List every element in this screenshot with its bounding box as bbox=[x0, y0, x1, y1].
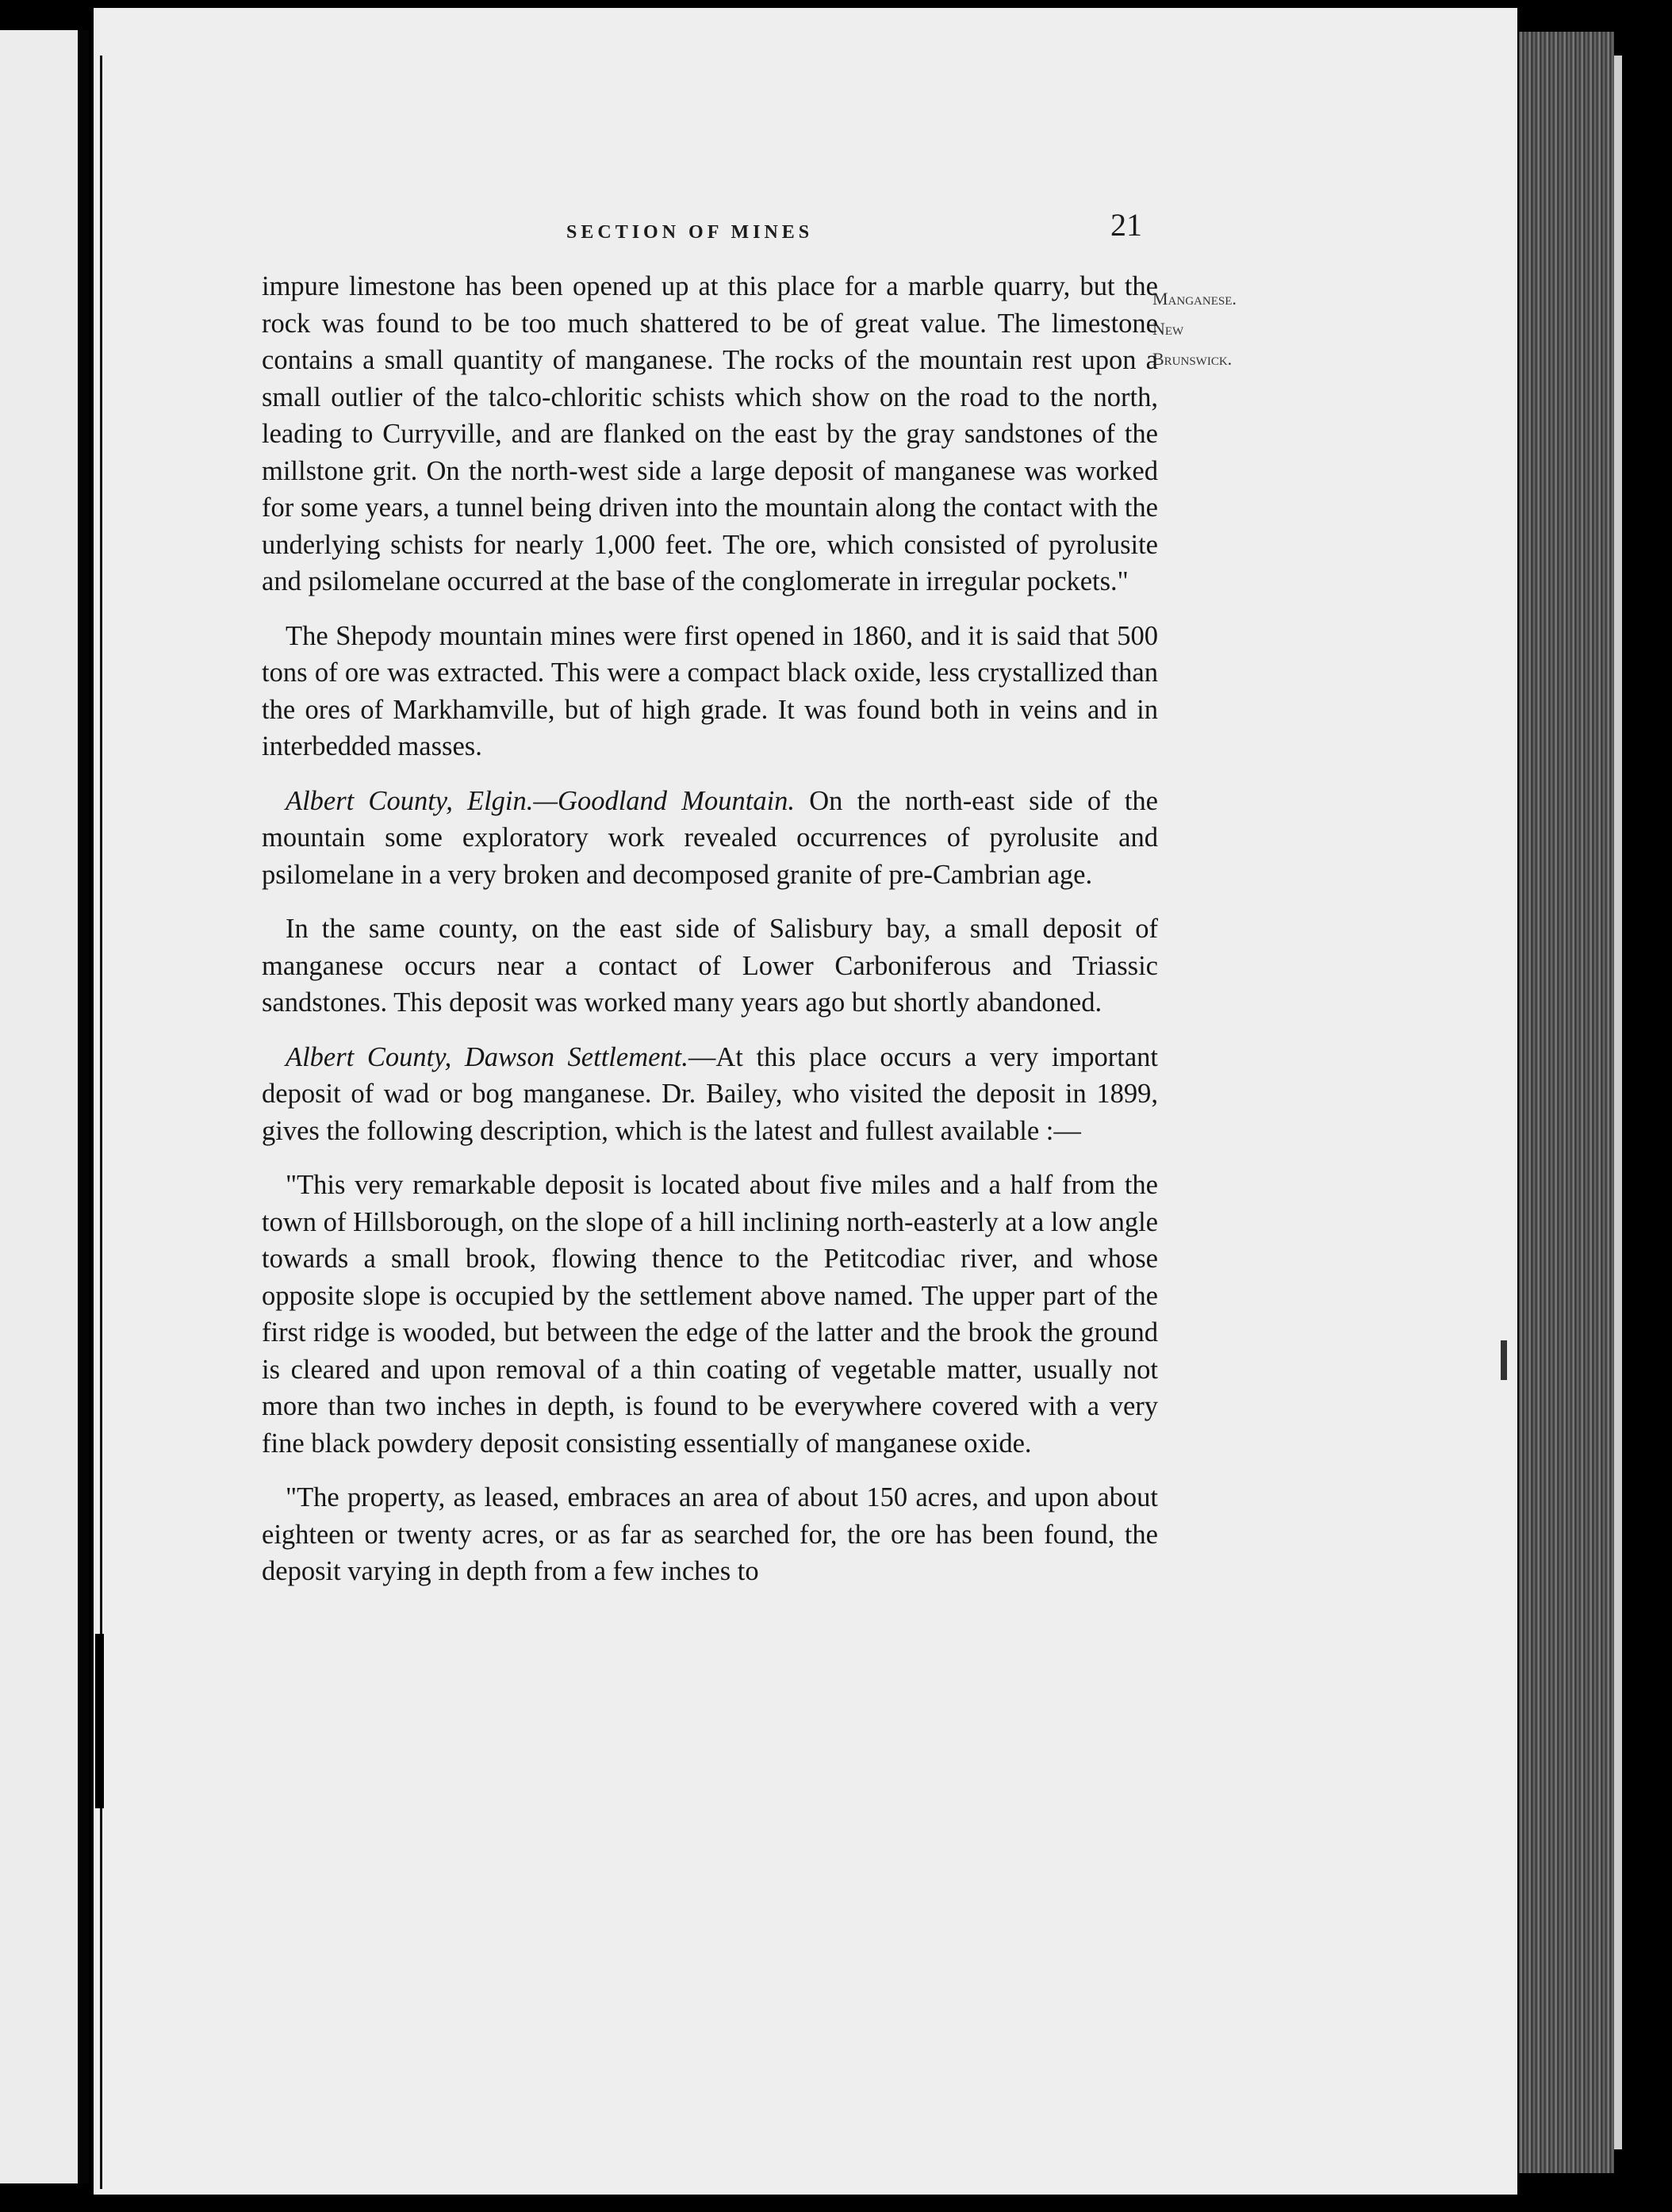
paragraph-lead: Albert County, Dawson Settlement. bbox=[286, 1041, 688, 1072]
page-fore-edge-highlight bbox=[1614, 56, 1622, 2149]
margin-note-line: Brunswick. bbox=[1152, 349, 1233, 369]
facing-page-edge bbox=[0, 30, 78, 2183]
paragraph bbox=[262, 783, 1158, 894]
paragraph-text: impure limestone has been opened up at this place for a marble quarry, but the rock was found to be too much shattered to be of great value. The limestone contains a small quantity of manganese. The rocks of the mountain rest upon a small outlier of the talco-chloritic schists which show on the road to the north, leading to Curryville, and are flanked on the east by the gray sandstones of the millstone grit. On the north-west side a large deposit of manganese was worked for some years, a tunnel being driven into the mountain along the contact with the underlying schists for nearly 1,000 feet. The ore, which consisted of pyrolusite and psilomelane occurred at the base of the conglomerate in irregular pockets." bbox=[262, 271, 1158, 596]
paragraph bbox=[262, 268, 1158, 600]
paragraph bbox=[262, 910, 1158, 1022]
margin-note-line: Manganese. bbox=[1152, 289, 1237, 309]
edge-notch bbox=[1501, 1340, 1507, 1380]
paragraph-text: "The property, as leased, embraces an area of about 150 acres, and upon about eighteen or twenty acres, or as far as searched for, the ore has been found, the deposit varying in depth from a few inches to bbox=[262, 1482, 1158, 1586]
binding-line bbox=[100, 56, 102, 2189]
paragraph-text: The Shepody mountain mines were first opened in 1860, and it is said that 500 tons of ore was extracted. This were a compact black oxide, less crystallized than the ores of Markhamville, but of high grade. It was found both in veins and in interbedded masses. bbox=[262, 620, 1158, 761]
gutter-shadow bbox=[78, 30, 89, 2183]
paragraph bbox=[262, 1167, 1158, 1462]
paragraph-text: In the same county, on the east side of Salisbury bay, a small deposit of manganese occurs near a contact of Lower Carboniferous and Triassic sandstones. This deposit was worked many years ago but shortly abandoned. bbox=[262, 914, 1158, 1018]
paragraph bbox=[262, 618, 1158, 765]
paragraph bbox=[262, 1479, 1158, 1590]
paragraph-lead: Albert County, Elgin.—Goodland Mountain. bbox=[286, 785, 796, 816]
paragraph bbox=[262, 1039, 1158, 1150]
paragraph-text: "This very remarkable deposit is located about five miles and a half from the town of Hillsborough, on the slope of a hill inclining north-easterly at a low angle towards a small brook, flowing thence to the Petitcodiac river, and whose opposite slope is occupied by the settlement above named. The upper part of the first ridge is wooded, but between the edge of the latter and the brook the ground is cleared and upon removal of a thin coating of vegetable matter, usually not more than two inches in depth, is found to be everywhere covered with a very fine black powdery deposit consisting essentially of manganese oxide. bbox=[262, 1170, 1158, 1459]
margin-note bbox=[1152, 284, 1295, 374]
margin-note-line: New bbox=[1152, 319, 1184, 339]
paragraph-text: On the north-east side of the mountain some exploratory work revealed occurrences of pyrolusite and psilomelane in a very broken and decomposed granite of pre-Cambrian age. bbox=[262, 785, 1158, 890]
binding-mark bbox=[95, 1634, 104, 1808]
paragraph-text: —At this place occurs a very important deposit of wad or bog manganese. Dr. Bailey, who visited the deposit in 1899, gives the following description, which is the latest and fullest available :— bbox=[262, 1041, 1158, 1146]
body-text bbox=[262, 268, 1158, 1608]
page-number: 21 bbox=[1110, 207, 1142, 243]
running-head: SECTION OF MINES bbox=[566, 222, 814, 243]
page-fore-edge bbox=[1519, 32, 1614, 2173]
